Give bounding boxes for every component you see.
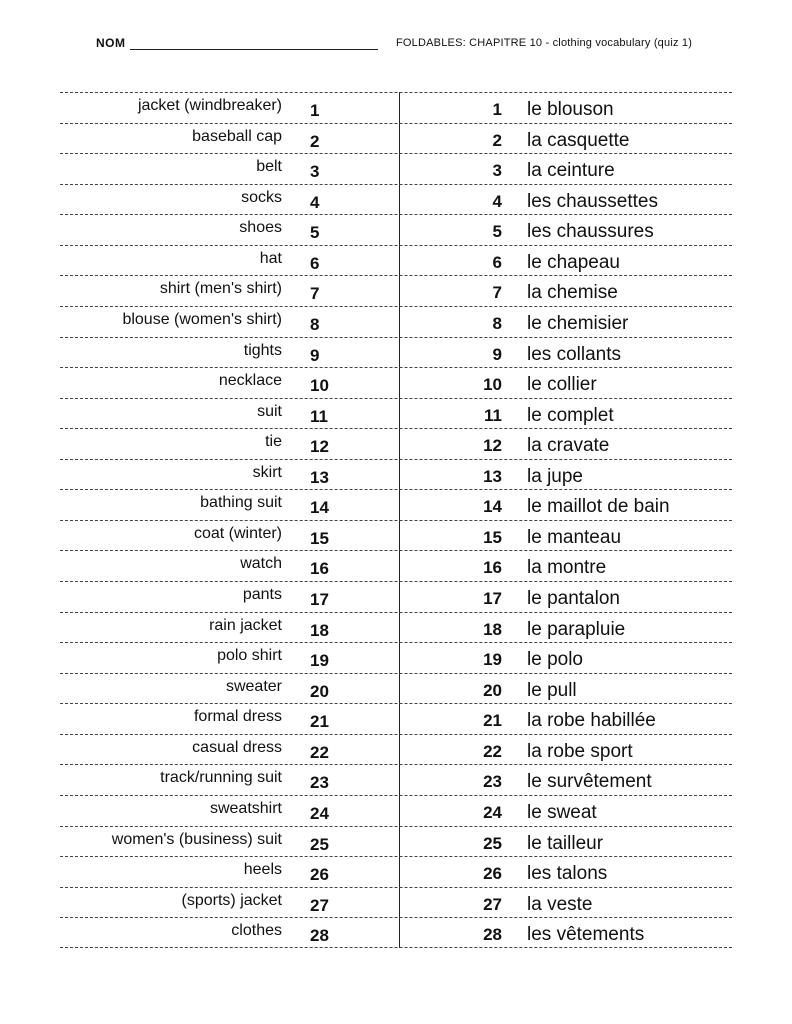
vocab-row (60, 153, 732, 184)
vocab-row (60, 92, 732, 123)
english-term: tights (243, 341, 282, 359)
french-term: le complet (527, 404, 614, 426)
english-term: shirt (men's shirt) (159, 280, 282, 298)
french-term: la robe sport (527, 740, 633, 762)
left-number: 20 (310, 681, 329, 701)
left-number: 25 (310, 834, 329, 854)
english-term: blouse (women's shirt) (122, 310, 282, 328)
left-number: 13 (310, 467, 329, 487)
vocab-row (60, 673, 732, 704)
french-term: les talons (527, 863, 608, 885)
vocab-row (60, 703, 732, 734)
vocab-row (60, 459, 732, 490)
vocab-row (60, 214, 732, 245)
vocab-row (60, 826, 732, 857)
french-term: la robe habillée (527, 710, 656, 732)
right-number: 20 (483, 680, 502, 700)
english-term: jacket (windbreaker) (137, 97, 282, 114)
french-term: la veste (527, 893, 593, 915)
right-number: 22 (483, 741, 502, 761)
english-term: clothes (231, 922, 282, 940)
english-term: tie (265, 433, 282, 451)
english-term: heels (243, 861, 282, 879)
french-term: les chaussures (527, 221, 654, 243)
english-term: skirt (252, 463, 282, 481)
left-number: 26 (310, 865, 329, 885)
left-number: 8 (310, 314, 320, 334)
english-term: shoes (239, 219, 282, 237)
french-term: la cravate (527, 435, 610, 457)
right-number: 1 (492, 100, 502, 119)
right-number: 8 (492, 313, 502, 333)
vocab-row (60, 795, 732, 826)
left-number: 6 (310, 253, 320, 273)
english-term: sweatshirt (209, 799, 282, 817)
french-term: le manteau (527, 526, 622, 548)
left-number: 12 (310, 437, 329, 457)
right-number: 26 (483, 864, 502, 884)
french-term: le tailleur (527, 832, 604, 854)
right-number: 3 (492, 161, 502, 181)
vocab-row (60, 887, 732, 918)
right-number: 7 (492, 283, 502, 303)
vocab-row (60, 306, 732, 337)
french-term: les chaussettes (527, 190, 658, 212)
right-number: 23 (483, 772, 502, 792)
left-number: 7 (310, 284, 320, 304)
french-term: les vêtements (527, 924, 645, 946)
right-number: 18 (483, 619, 502, 639)
right-number: 17 (483, 589, 502, 608)
left-number: 23 (310, 773, 329, 793)
vocab-row (60, 428, 732, 459)
french-term: le maillot de bain (527, 496, 670, 518)
french-term: la casquette (527, 129, 630, 151)
vocab-row (60, 489, 732, 520)
vocab-row (60, 550, 732, 581)
left-number: 11 (310, 406, 328, 426)
french-term: la chemise (527, 282, 618, 304)
page-title: FOLDABLES: CHAPITRE 10 - clothing vocabulary (quiz 1) (396, 37, 693, 49)
right-number: 24 (483, 802, 502, 822)
right-number: 16 (483, 558, 502, 578)
vocab-row (60, 275, 732, 306)
french-term: le chemisier (527, 312, 629, 334)
french-term: le parapluie (527, 618, 626, 640)
french-term: le survêtement (527, 771, 652, 793)
french-term: la montre (527, 557, 607, 579)
french-term: le pull (527, 679, 577, 701)
french-term: le blouson (527, 99, 614, 120)
left-number: 28 (310, 926, 329, 946)
right-number: 14 (483, 497, 502, 517)
french-term: la ceinture (527, 160, 615, 182)
right-number: 15 (483, 527, 502, 547)
vocab-row (60, 764, 732, 795)
vocab-row (60, 337, 732, 368)
left-number: 16 (310, 559, 329, 579)
english-term: hat (259, 249, 282, 267)
right-number: 5 (492, 222, 502, 242)
left-number: 27 (310, 895, 329, 915)
left-number: 19 (310, 651, 329, 671)
french-term: le sweat (527, 801, 597, 823)
name-label: NOM (96, 36, 126, 50)
left-number: 10 (310, 376, 329, 396)
vocab-row (60, 734, 732, 765)
english-term: suit (257, 402, 282, 420)
english-term: necklace (218, 372, 282, 390)
english-term: belt (256, 158, 282, 176)
left-number: 21 (310, 712, 329, 732)
vocab-row (60, 856, 732, 887)
left-number: 9 (310, 345, 320, 365)
right-number: 10 (483, 375, 502, 395)
right-number: 25 (483, 833, 502, 853)
right-number: 4 (492, 191, 502, 211)
left-number: 5 (310, 223, 320, 243)
english-term: track/running suit (160, 769, 282, 787)
french-term: le chapeau (527, 251, 620, 273)
english-term: women's (business) suit (111, 830, 282, 848)
right-number: 11 (484, 405, 502, 425)
english-term: socks (241, 188, 282, 206)
french-term: le pantalon (527, 588, 620, 609)
vocabulary-table (60, 92, 732, 948)
right-number: 9 (492, 344, 502, 364)
english-term: bathing suit (200, 494, 282, 512)
vocab-row (60, 245, 732, 276)
left-number: 15 (310, 528, 329, 548)
vocab-row (60, 398, 732, 429)
english-term: sweater (225, 677, 282, 695)
page-header (96, 36, 716, 56)
left-number: 24 (310, 803, 329, 823)
right-number: 27 (483, 894, 502, 914)
english-term: baseball cap (192, 127, 282, 145)
left-number: 14 (310, 498, 329, 518)
vocab-row (60, 642, 732, 673)
right-number: 13 (483, 466, 502, 486)
name-blank-line (130, 49, 378, 50)
right-number: 21 (483, 711, 502, 731)
vocab-row (60, 917, 732, 948)
english-term: (sports) jacket (181, 891, 282, 909)
vocab-row (60, 184, 732, 215)
right-number: 19 (483, 650, 502, 670)
left-number: 18 (310, 620, 329, 640)
left-number: 1 (310, 101, 320, 120)
french-term: le polo (527, 649, 583, 671)
french-term: les collants (527, 343, 621, 365)
right-number: 28 (483, 925, 502, 945)
right-number: 12 (483, 436, 502, 456)
french-term: la jupe (527, 465, 583, 487)
english-term: watch (240, 555, 282, 573)
left-number: 3 (310, 162, 320, 182)
english-term: pants (242, 586, 282, 603)
right-number: 2 (492, 130, 502, 150)
left-number: 17 (310, 590, 329, 609)
left-number: 22 (310, 742, 329, 762)
english-term: polo shirt (217, 647, 282, 665)
vocab-row (60, 367, 732, 398)
english-term: formal dress (193, 708, 282, 726)
vocab-row (60, 123, 732, 154)
left-number: 2 (310, 131, 320, 151)
english-term: casual dress (192, 738, 282, 756)
left-number: 4 (310, 192, 320, 212)
vocab-row (60, 520, 732, 551)
vocab-row (60, 581, 732, 612)
vocab-row (60, 612, 732, 643)
french-term: le collier (527, 374, 597, 396)
english-term: rain jacket (209, 616, 282, 634)
right-number: 6 (492, 252, 502, 272)
english-term: coat (winter) (193, 524, 282, 542)
